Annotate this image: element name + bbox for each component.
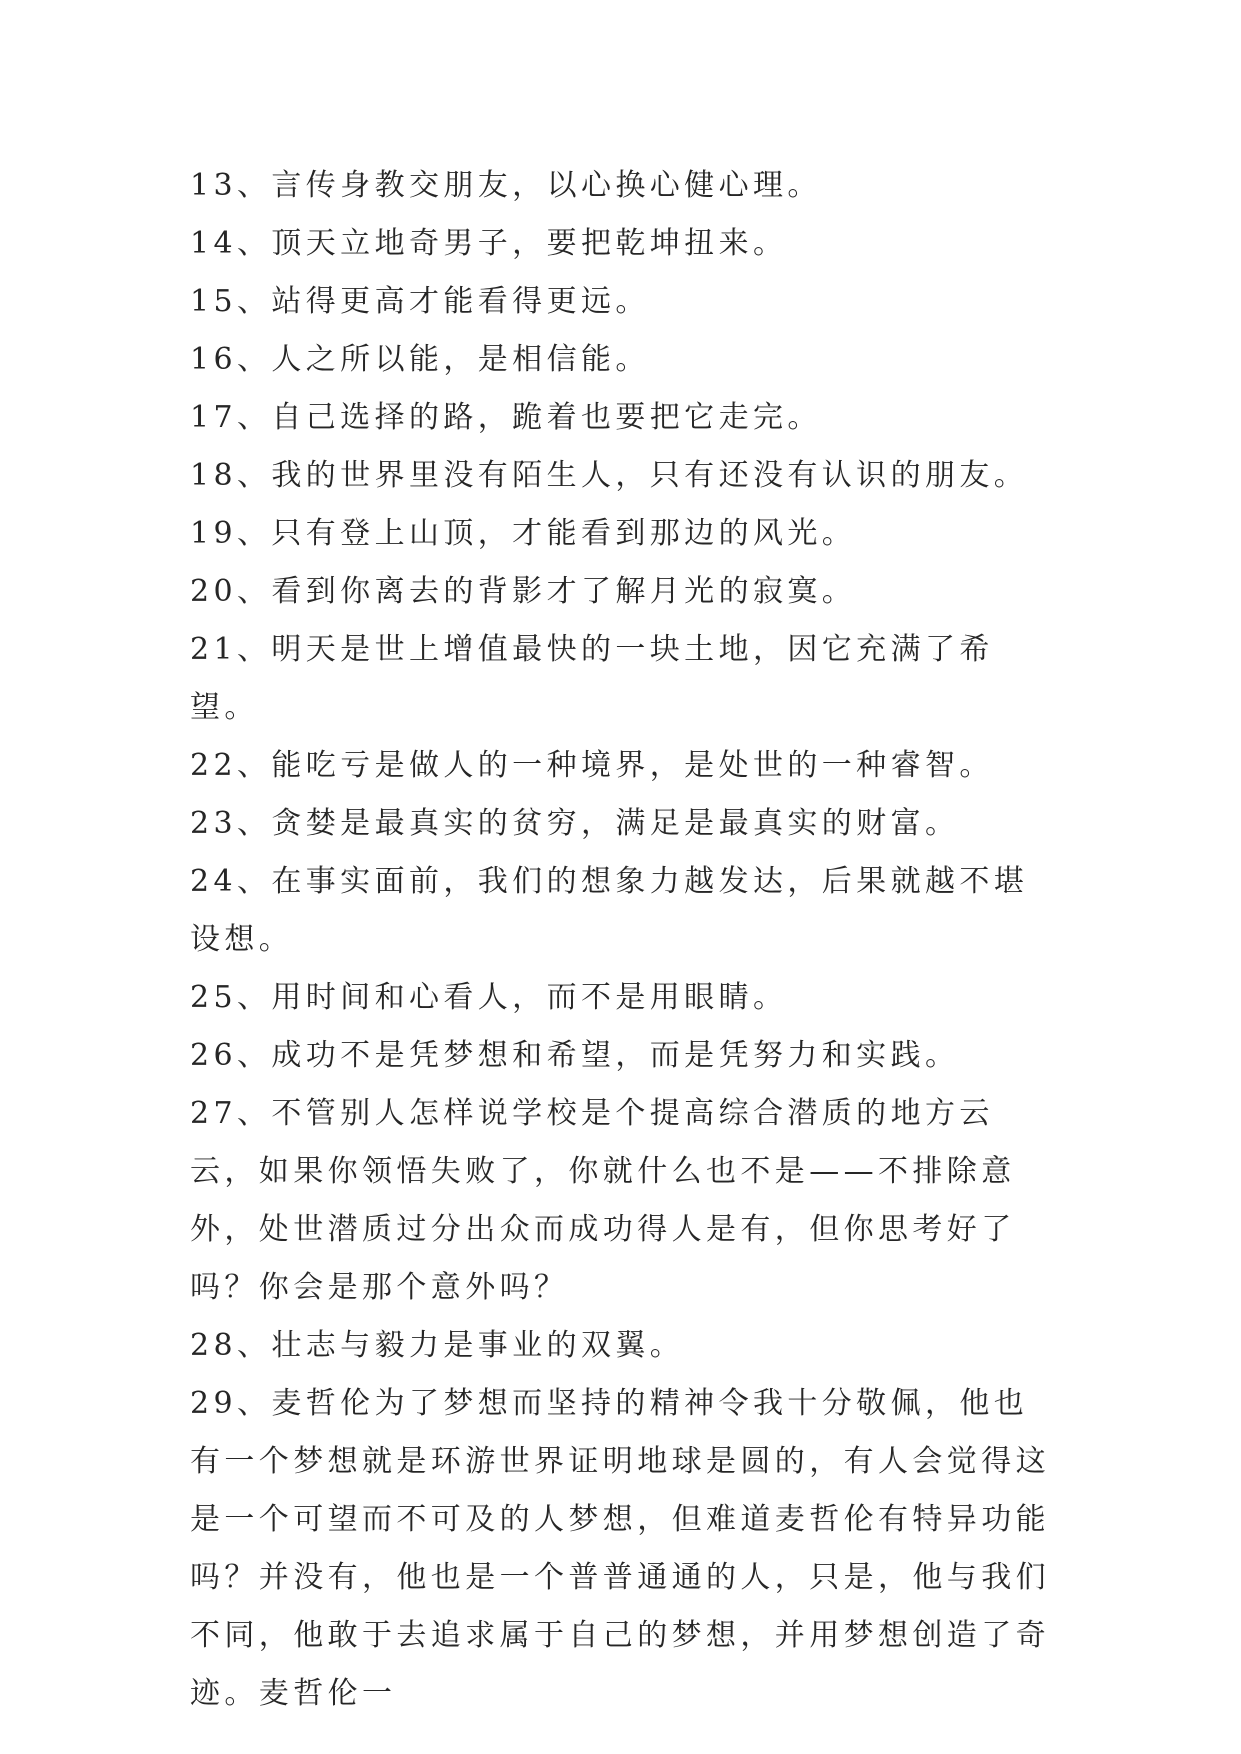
paragraph-15: 15、站得更高才能看得更远。 [190, 284, 650, 319]
paragraph-13: 13、言传身教交朋友，以心换心健心理。 [190, 168, 822, 203]
paragraph-14: 14、顶天立地奇男子，要把乾坤扭来。 [190, 226, 788, 261]
paragraph-23: 23、贪婪是最真实的贫穷，满足是最真实的财富。 [190, 806, 960, 841]
paragraph-27: 27、不管别人怎样说学校是个提高综合潜质的地方云云，如果你领悟失败了，你就什么也不是——不排除意外，处世潜质过分出众而成功得人是有，但你思考好了吗？你会是那个意外吗？ [190, 1096, 1016, 1305]
paragraph-28: 28、壮志与毅力是事业的双翼。 [190, 1328, 685, 1363]
document-body [190, 157, 1056, 1723]
paragraph-20: 20、看到你离去的背影才了解月光的寂寞。 [190, 574, 857, 609]
paragraph-17: 17、自己选择的路，跪着也要把它走完。 [190, 400, 822, 435]
paragraph-21: 21、明天是世上增值最快的一块土地，因它充满了希望。 [190, 632, 994, 725]
paragraph-16: 16、人之所以能，是相信能。 [190, 342, 650, 377]
paragraph-25: 25、用时间和心看人，而不是用眼睛。 [190, 980, 788, 1015]
paragraph-18: 18、我的世界里没有陌生人，只有还没有认识的朋友。 [190, 458, 1029, 493]
paragraph-29: 29、麦哲伦为了梦想而坚持的精神令我十分敬佩，他也有一个梦想就是环游世界证明地球是圆的，有人会觉得这是一个可望而不可及的人梦想，但难道麦哲伦有特异功能吗？并没有，他也是一个普普通通的人，只是，他与我们不同，他敢于去追求属于自己的梦想，并用梦想创造了奇迹。麦哲伦一 [190, 1386, 1050, 1711]
paragraph-19: 19、只有登上山顶，才能看到那边的风光。 [190, 516, 857, 551]
paragraph-26: 26、成功不是凭梦想和希望，而是凭努力和实践。 [190, 1038, 960, 1073]
paragraph-24: 24、在事实面前，我们的想象力越发达，后果就越不堪设想。 [190, 864, 1029, 957]
paragraph-22: 22、能吃亏是做人的一种境界，是处世的一种睿智。 [190, 748, 994, 783]
